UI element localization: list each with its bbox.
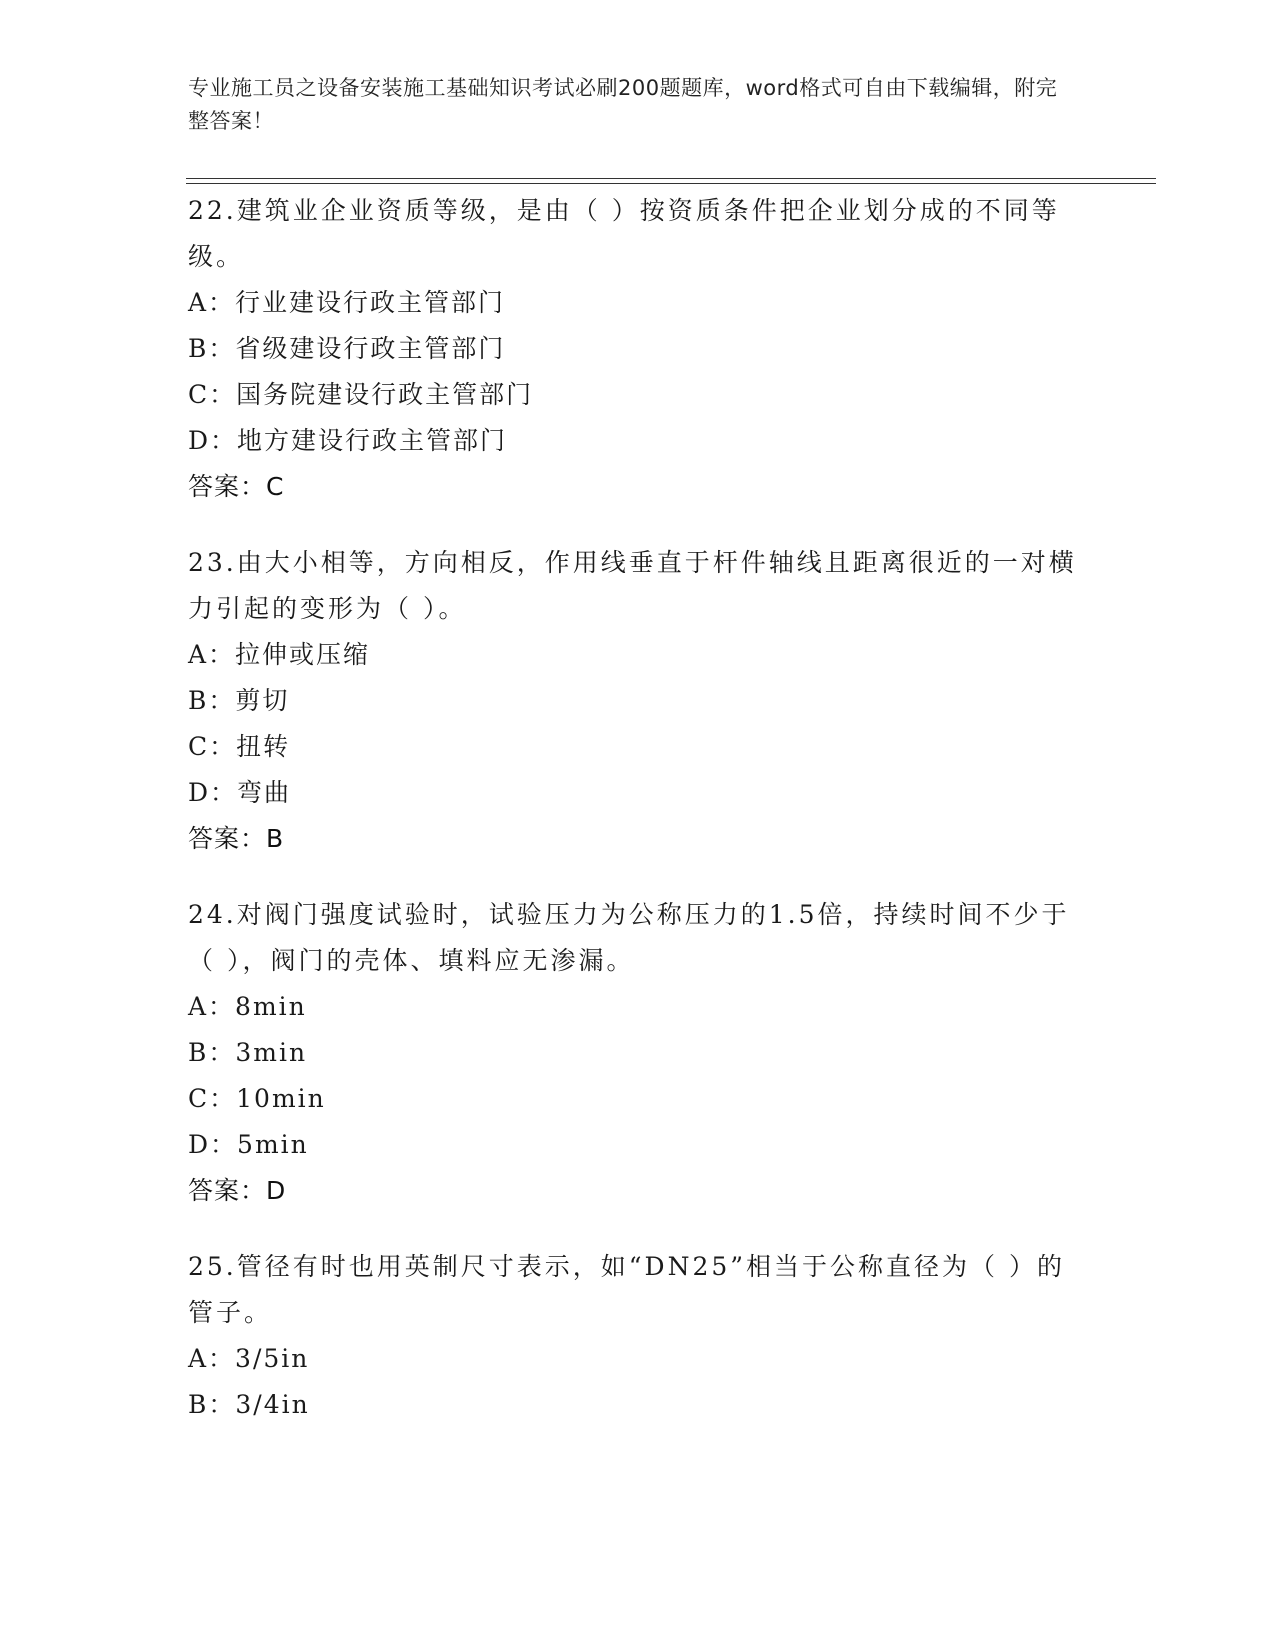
question-23 — [188, 540, 1088, 862]
option-b: B：剪切 — [188, 686, 290, 715]
answer: 答案：C — [188, 472, 285, 501]
question-stem: 24.对阀门强度试验时，试验压力为公称压力的1.5倍，持续时间不少于（ ），阀门的壳体、填料应无渗漏。 — [188, 900, 1070, 975]
option-b: B：省级建设行政主管部门 — [188, 334, 506, 363]
answer: 答案：B — [188, 824, 285, 853]
option-b: B：3min — [188, 1038, 308, 1067]
question-list — [188, 188, 1088, 1458]
option-d: D：5min — [188, 1130, 309, 1159]
option-d: D：地方建设行政主管部门 — [188, 426, 508, 455]
option-c: C：扭转 — [188, 732, 291, 761]
question-24 — [188, 892, 1088, 1214]
header-rule-top — [186, 178, 1156, 179]
question-22 — [188, 188, 1088, 510]
question-25 — [188, 1244, 1088, 1428]
question-stem: 22.建筑业企业资质等级，是由（ ）按资质条件把企业划分成的不同等级。 — [188, 196, 1060, 271]
option-d: D：弯曲 — [188, 778, 292, 807]
question-stem: 25.管径有时也用英制尺寸表示，如“DN25”相当于公称直径为（ ）的管子。 — [188, 1252, 1065, 1327]
option-c: C：10min — [188, 1084, 326, 1113]
option-a: A：3/5in — [188, 1344, 310, 1373]
option-a: A：拉伸或压缩 — [188, 640, 371, 669]
option-b: B：3/4in — [188, 1390, 310, 1419]
option-c: C：国务院建设行政主管部门 — [188, 380, 534, 409]
answer: 答案：D — [188, 1176, 287, 1205]
question-stem: 23.由大小相等，方向相反，作用线垂直于杆件轴线且距离很近的一对横力引起的变形为（ ）。 — [188, 548, 1077, 623]
document-header: 专业施工员之设备安装施工基础知识考试必刷200题题库，word格式可自由下载编辑，附完整答案！ — [188, 76, 1058, 133]
option-a: A：8min — [188, 992, 307, 1021]
option-a: A：行业建设行政主管部门 — [188, 288, 506, 317]
header-rule-bottom — [186, 183, 1156, 184]
